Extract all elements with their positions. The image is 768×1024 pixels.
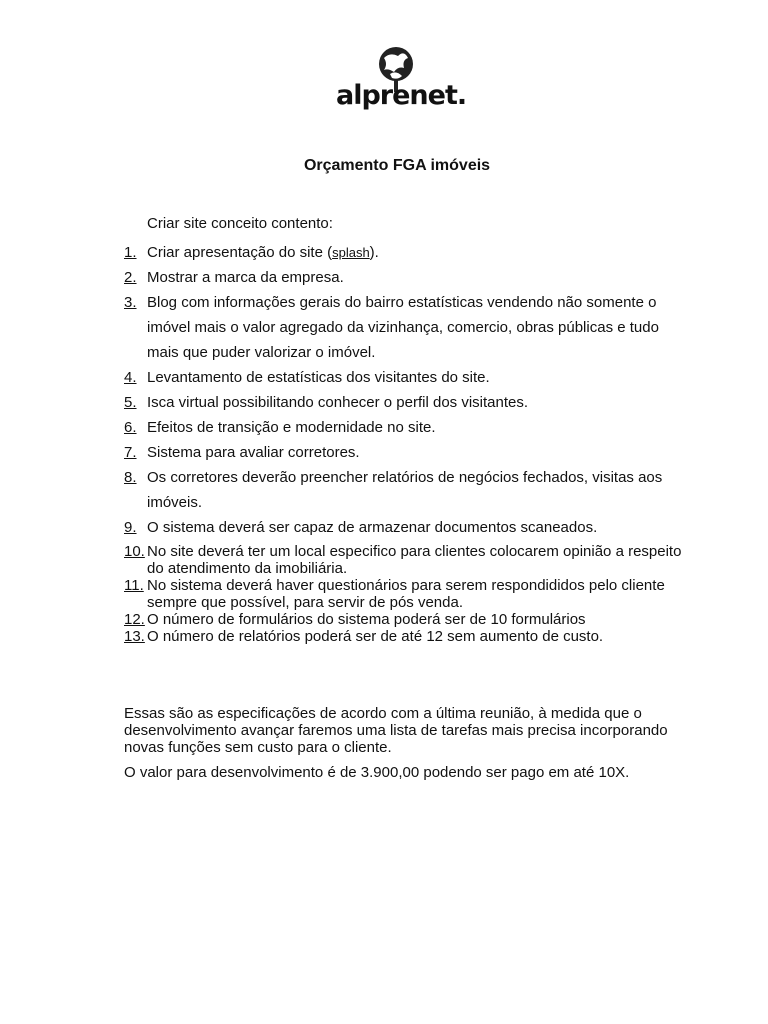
item-number: 3. bbox=[124, 294, 137, 311]
item-text: O número de relatórios poderá ser de até 12 sem aumento de custo. bbox=[147, 628, 604, 645]
item-number: 2. bbox=[124, 269, 137, 286]
item-text: Sistema para avaliar corretores. bbox=[147, 444, 360, 461]
item-text-end: ). bbox=[369, 244, 379, 261]
closing-paragraph: Essas são as especificações de acordo com a última reunião, à medida que o desenvolvimento avançar faremos uma lista de tarefas mais precisa incorporando novas funções sem custo para o cliente. bbox=[124, 705, 668, 756]
list-item bbox=[124, 543, 694, 577]
item-number: 6. bbox=[124, 419, 137, 436]
spec-list-continued bbox=[124, 543, 694, 645]
logo-text: alprenet. bbox=[336, 80, 467, 111]
list-item bbox=[124, 265, 694, 290]
item-text: Criar apresentação do site ( bbox=[147, 244, 333, 261]
spec-list bbox=[124, 240, 694, 540]
list-item bbox=[124, 465, 694, 515]
item-text: O número de formulários do sistema poderá ser de 10 formulários bbox=[147, 611, 586, 628]
item-number: 13. bbox=[124, 628, 145, 645]
list-item bbox=[124, 290, 694, 365]
item-number: 8. bbox=[124, 469, 137, 486]
list-item bbox=[124, 365, 694, 390]
price-paragraph: O valor para desenvolvimento é de 3.900,00 podendo ser pago em até 10X. bbox=[124, 764, 630, 781]
alprenet-logo bbox=[336, 44, 467, 116]
list-item bbox=[124, 415, 694, 440]
item-number: 12. bbox=[124, 611, 145, 628]
item-text: No site deverá ter um local especifico para clientes colocarem opinião a respeito do atendimento da imobiliária. bbox=[147, 543, 682, 577]
item-text: Os corretores deverão preencher relatórios de negócios fechados, visitas aos imóveis. bbox=[147, 469, 663, 511]
item-number: 4. bbox=[124, 369, 137, 386]
item-text: O sistema deverá ser capaz de armazenar documentos scaneados. bbox=[147, 519, 598, 536]
item-text: Mostrar a marca da empresa. bbox=[147, 269, 344, 286]
item-number: 9. bbox=[124, 519, 137, 536]
list-item bbox=[124, 611, 694, 628]
intro-text: Criar site conceito contento: bbox=[147, 215, 333, 232]
item-text: No sistema deverá haver questionários para serem respondididos pelo cliente sempre que possível, para servir de pós venda. bbox=[147, 577, 665, 611]
item-number: 5. bbox=[124, 394, 137, 411]
item-number: 10. bbox=[124, 543, 145, 560]
item-number: 11. bbox=[124, 577, 144, 594]
splash-word: splash bbox=[332, 245, 370, 260]
list-item bbox=[124, 628, 694, 645]
item-number: 1. bbox=[124, 244, 137, 261]
item-text: Efeitos de transição e modernidade no site. bbox=[147, 419, 436, 436]
item-number: 7. bbox=[124, 444, 137, 461]
item-text: Levantamento de estatísticas dos visitantes do site. bbox=[147, 369, 490, 386]
list-item bbox=[124, 577, 694, 611]
list-item bbox=[124, 240, 694, 265]
item-text: Blog com informações gerais do bairro estatísticas vendendo não somente o imóvel mais o valor agregado da vizinhança, comercio, obras públicas e tudo mais que puder valorizar o imóvel. bbox=[147, 294, 659, 361]
item-text: Isca virtual possibilitando conhecer o perfil dos visitantes. bbox=[147, 394, 529, 411]
document-title: Orçamento FGA imóveis bbox=[303, 157, 491, 174]
list-item bbox=[124, 440, 694, 465]
list-item bbox=[124, 390, 694, 415]
list-item bbox=[124, 515, 694, 540]
